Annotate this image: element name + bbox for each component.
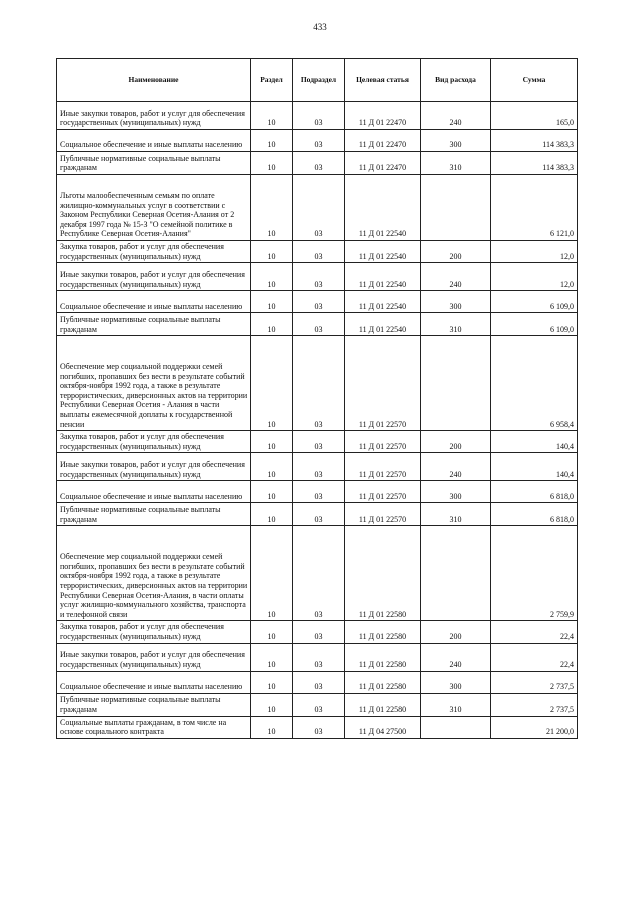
row-expense-type: 200 (421, 621, 491, 643)
table-row (57, 431, 578, 453)
table-row (57, 241, 578, 263)
row-expense-type: 300 (421, 130, 491, 152)
row-target-article: 11 Д 01 22470 (345, 102, 421, 130)
row-expense-type: 310 (421, 313, 491, 336)
row-subsection: 03 (293, 152, 345, 175)
row-subsection: 03 (293, 336, 345, 431)
row-amount: 22,4 (491, 621, 578, 643)
table-row (57, 643, 578, 671)
row-section: 10 (251, 453, 293, 481)
row-target-article: 11 Д 01 22580 (345, 526, 421, 621)
row-amount: 6 958,4 (491, 336, 578, 431)
row-name: Социальные выплаты гражданам, в том числе на основе социального контракта (57, 716, 251, 738)
table-row (57, 481, 578, 503)
row-subsection: 03 (293, 453, 345, 481)
table-header-row (57, 59, 578, 102)
table-row (57, 130, 578, 152)
row-target-article: 11 Д 01 22570 (345, 481, 421, 503)
row-amount: 140,4 (491, 431, 578, 453)
table-row (57, 716, 578, 738)
row-section: 10 (251, 152, 293, 175)
table-row (57, 503, 578, 526)
row-subsection: 03 (293, 621, 345, 643)
row-target-article: 11 Д 01 22570 (345, 336, 421, 431)
row-subsection: 03 (293, 102, 345, 130)
row-expense-type (421, 526, 491, 621)
row-amount: 114 383,3 (491, 152, 578, 175)
row-name: Публичные нормативные социальные выплаты гражданам (57, 152, 251, 175)
table-row (57, 693, 578, 716)
table-row (57, 336, 578, 431)
row-amount: 21 200,0 (491, 716, 578, 738)
row-name: Публичные нормативные социальные выплаты гражданам (57, 503, 251, 526)
row-amount: 140,4 (491, 453, 578, 481)
row-name: Закупка товаров, работ и услуг для обеспечения государственных (муниципальных) нужд (57, 241, 251, 263)
budget-table (56, 58, 578, 739)
row-expense-type: 200 (421, 241, 491, 263)
row-amount: 165,0 (491, 102, 578, 130)
table-row (57, 263, 578, 291)
row-section: 10 (251, 481, 293, 503)
row-section: 10 (251, 716, 293, 738)
row-amount: 12,0 (491, 241, 578, 263)
row-subsection: 03 (293, 671, 345, 693)
row-expense-type: 240 (421, 102, 491, 130)
row-expense-type (421, 175, 491, 241)
row-target-article: 11 Д 01 22540 (345, 291, 421, 313)
row-subsection: 03 (293, 693, 345, 716)
row-expense-type: 240 (421, 453, 491, 481)
row-section: 10 (251, 130, 293, 152)
row-subsection: 03 (293, 481, 345, 503)
row-expense-type: 240 (421, 643, 491, 671)
row-name: Льготы малообеспеченным семьям по оплате жилищно-коммунальных услуг в соответствии с Законом Республики Северная Осетия-Алания от 2 декабря 1997 года № 15-З "О семейной политике в Республике Северная Осетия-Алания" (57, 175, 251, 241)
header-section: Раздел (251, 59, 293, 102)
row-expense-type: 240 (421, 263, 491, 291)
row-name: Обеспечение мер социальной поддержки семей погибших, пропавших без вести в результате событий октября-ноября 1992 года, а также в результате террористических, диверсионных актов на территории Республики Северная Осетия - Алания в части выплаты ежемесячной доплаты к государственной пенсии (57, 336, 251, 431)
row-expense-type: 200 (421, 431, 491, 453)
row-target-article: 11 Д 01 22580 (345, 671, 421, 693)
row-amount: 2 737,5 (491, 671, 578, 693)
table-row (57, 621, 578, 643)
row-subsection: 03 (293, 130, 345, 152)
row-subsection: 03 (293, 263, 345, 291)
header-subsection: Подраздел (293, 59, 345, 102)
table-row (57, 526, 578, 621)
row-subsection: 03 (293, 291, 345, 313)
row-target-article: 11 Д 01 22580 (345, 693, 421, 716)
row-section: 10 (251, 241, 293, 263)
row-target-article: 11 Д 01 22580 (345, 621, 421, 643)
table-row (57, 102, 578, 130)
row-name: Иные закупки товаров, работ и услуг для обеспечения государственных (муниципальных) нужд (57, 263, 251, 291)
header-expense-type: Вид расхода (421, 59, 491, 102)
row-expense-type (421, 716, 491, 738)
row-section: 10 (251, 336, 293, 431)
table-row (57, 453, 578, 481)
row-amount: 6 109,0 (491, 313, 578, 336)
row-target-article: 11 Д 01 22540 (345, 313, 421, 336)
row-target-article: 11 Д 01 22580 (345, 643, 421, 671)
row-name: Закупка товаров, работ и услуг для обеспечения государственных (муниципальных) нужд (57, 431, 251, 453)
table-body (57, 102, 578, 739)
row-section: 10 (251, 671, 293, 693)
row-subsection: 03 (293, 526, 345, 621)
row-name: Социальное обеспечение и иные выплаты населению (57, 671, 251, 693)
row-name: Социальное обеспечение и иные выплаты населению (57, 481, 251, 503)
row-target-article: 11 Д 01 22470 (345, 152, 421, 175)
row-subsection: 03 (293, 643, 345, 671)
table-row (57, 313, 578, 336)
row-subsection: 03 (293, 313, 345, 336)
row-section: 10 (251, 503, 293, 526)
row-target-article: 11 Д 01 22470 (345, 130, 421, 152)
row-subsection: 03 (293, 431, 345, 453)
row-name: Социальное обеспечение и иные выплаты населению (57, 130, 251, 152)
row-subsection: 03 (293, 716, 345, 738)
row-target-article: 11 Д 01 22570 (345, 453, 421, 481)
row-section: 10 (251, 643, 293, 671)
row-expense-type: 310 (421, 503, 491, 526)
row-amount: 6 109,0 (491, 291, 578, 313)
row-section: 10 (251, 431, 293, 453)
row-name: Иные закупки товаров, работ и услуг для обеспечения государственных (муниципальных) нужд (57, 102, 251, 130)
row-amount: 2 737,5 (491, 693, 578, 716)
row-name: Иные закупки товаров, работ и услуг для обеспечения государственных (муниципальных) нужд (57, 453, 251, 481)
row-name: Публичные нормативные социальные выплаты гражданам (57, 313, 251, 336)
row-amount: 6 121,0 (491, 175, 578, 241)
row-amount: 114 383,3 (491, 130, 578, 152)
row-section: 10 (251, 263, 293, 291)
row-name: Обеспечение мер социальной поддержки семей погибших, пропавших без вести в результате событий октября-ноября 1992 года, а также в результате террористических, диверсионных актов на территории Республики Северная Осетия-Алания, в части оплаты услуг жилищно-коммунального хозяйства, транспорта и телефонной связи (57, 526, 251, 621)
row-subsection: 03 (293, 503, 345, 526)
page-number: 433 (313, 22, 327, 32)
row-expense-type: 300 (421, 291, 491, 313)
row-section: 10 (251, 102, 293, 130)
row-expense-type: 300 (421, 481, 491, 503)
row-expense-type (421, 336, 491, 431)
row-amount: 12,0 (491, 263, 578, 291)
row-section: 10 (251, 313, 293, 336)
row-name: Публичные нормативные социальные выплаты гражданам (57, 693, 251, 716)
row-target-article: 11 Д 01 22570 (345, 431, 421, 453)
row-subsection: 03 (293, 175, 345, 241)
row-name: Иные закупки товаров, работ и услуг для обеспечения государственных (муниципальных) нужд (57, 643, 251, 671)
row-target-article: 11 Д 01 22540 (345, 175, 421, 241)
row-expense-type: 310 (421, 693, 491, 716)
row-section: 10 (251, 175, 293, 241)
row-target-article: 11 Д 01 22570 (345, 503, 421, 526)
row-expense-type: 310 (421, 152, 491, 175)
row-subsection: 03 (293, 241, 345, 263)
row-amount: 6 818,0 (491, 481, 578, 503)
row-amount: 22,4 (491, 643, 578, 671)
row-target-article: 11 Д 01 22540 (345, 241, 421, 263)
row-amount: 2 759,9 (491, 526, 578, 621)
header-amount: Сумма (491, 59, 578, 102)
header-name: Наименование (57, 59, 251, 102)
row-name: Социальное обеспечение и иные выплаты населению (57, 291, 251, 313)
table-row (57, 291, 578, 313)
row-section: 10 (251, 693, 293, 716)
row-target-article: 11 Д 04 27500 (345, 716, 421, 738)
row-section: 10 (251, 621, 293, 643)
row-section: 10 (251, 291, 293, 313)
row-target-article: 11 Д 01 22540 (345, 263, 421, 291)
table-row (57, 175, 578, 241)
table-row (57, 671, 578, 693)
row-name: Закупка товаров, работ и услуг для обеспечения государственных (муниципальных) нужд (57, 621, 251, 643)
row-expense-type: 300 (421, 671, 491, 693)
row-amount: 6 818,0 (491, 503, 578, 526)
table-row (57, 152, 578, 175)
row-section: 10 (251, 526, 293, 621)
header-target-article: Целевая статья (345, 59, 421, 102)
